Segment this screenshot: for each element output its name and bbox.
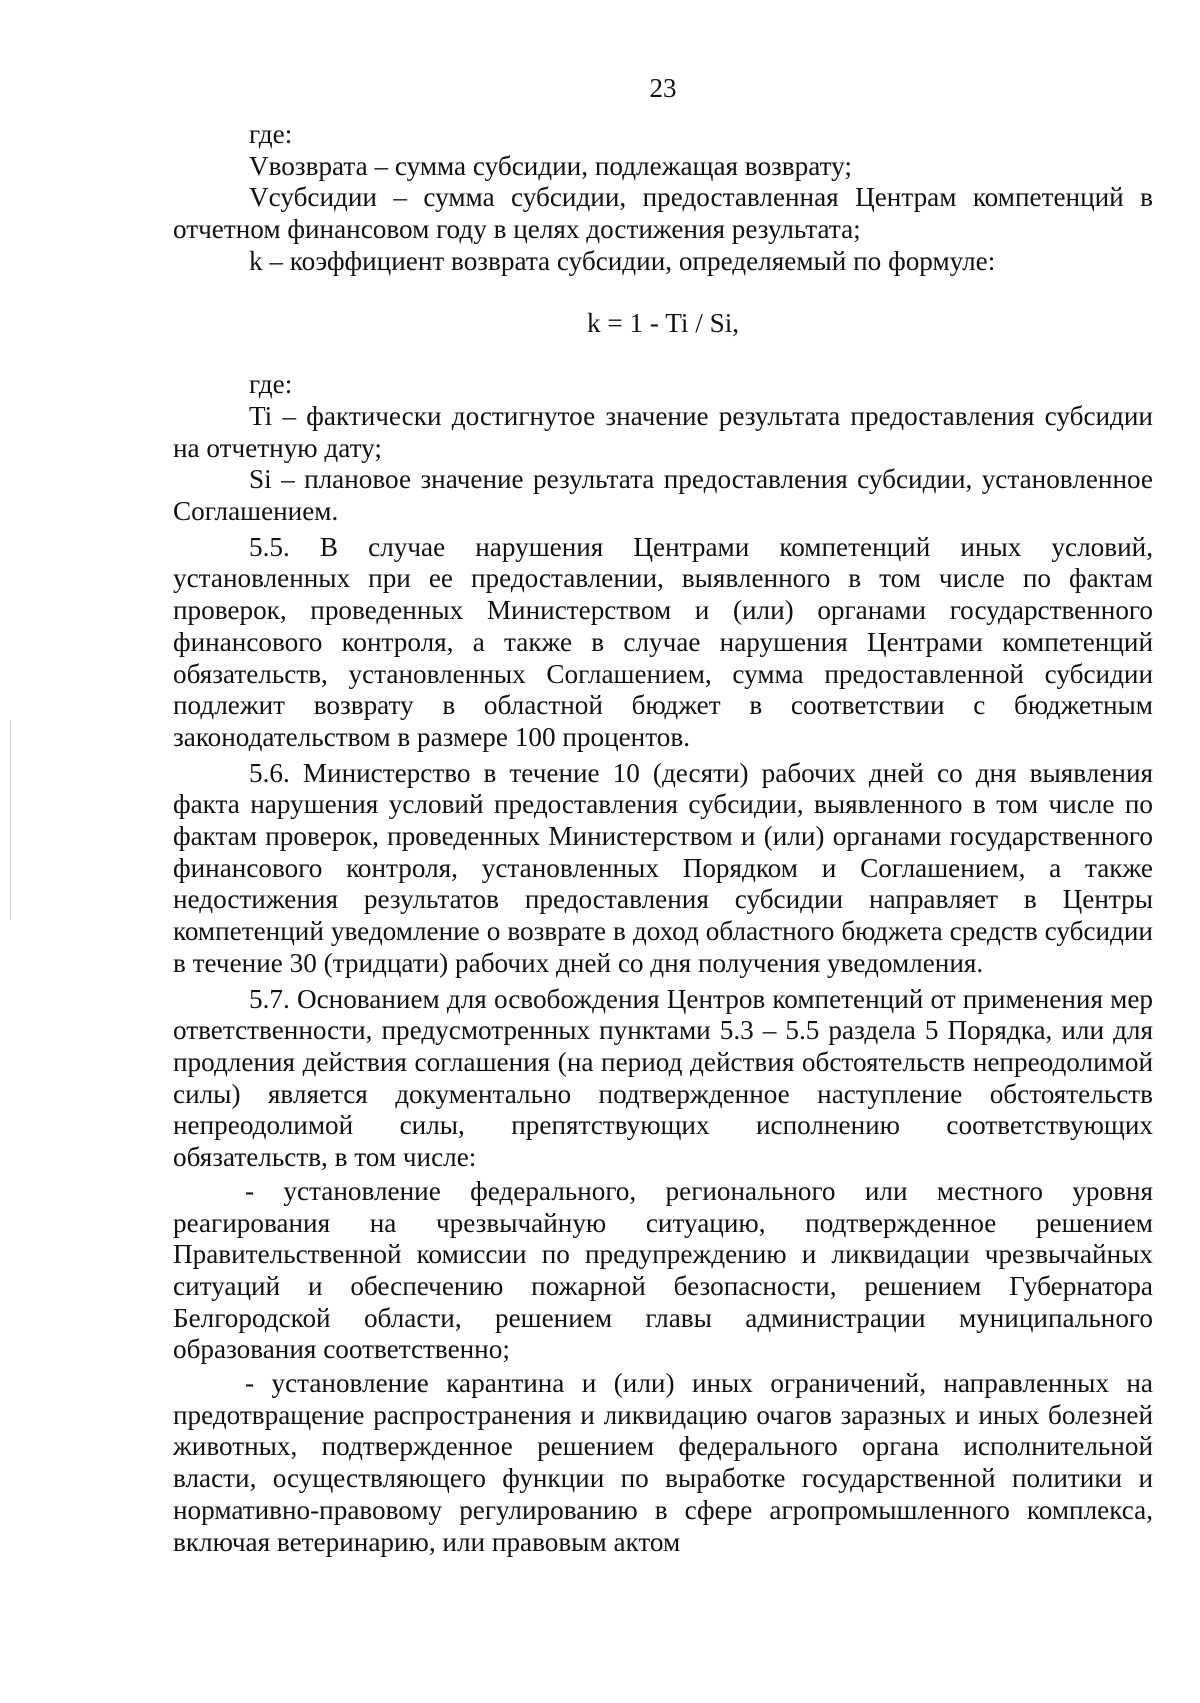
list-item-emergency: - установление федерального, регионального или местного уровня реагирования на чрезвычайную ситуацию, подтвержденное решением Правительственной комиссии по предупреждению и ликвидации чрезвычайных ситуаций и обеспечению пожарной безопасности, решением Губернатора Белгородской области, решением главы администрации муниципального образования соответственно;	[173, 1175, 1153, 1365]
definition-k: k – коэффициент возврата субсидии, определяемый по формуле:	[249, 245, 996, 276]
definition-ti: Ti – фактически достигнутое значение результата предоставления субсидии на отчетную дату;	[173, 400, 1153, 463]
definition-si: Si – плановое значение результата предоставления субсидии, установленное Соглашением.	[173, 464, 1153, 527]
definition-v-subsidy: Vсубсидии – сумма субсидии, предоставленная Центрам компетенций в отчетном финансовом году в целях достижения результата;	[173, 182, 1153, 245]
paragraph-5-7: 5.7. Основанием для освобождения Центров компетенций от применения мер ответственности, предусмотренных пунктами 5.3 – 5.5 раздела 5 Порядка, или для продления действия соглашения (на период действия обстоятельств непреодолимой силы) является документально подтвержденное наступление обстоятельств непреодолимой силы, препятствующих исполнению соответствующих обязательств, в том числе:	[173, 983, 1153, 1173]
scan-edge-line	[10, 720, 11, 920]
where-label-1: где:	[249, 119, 293, 149]
paragraph-5-6: 5.6. Министерство в течение 10 (десяти) рабочих дней со дня выявления факта нарушения условий предоставления субсидии, выявленного в том числе по фактам проверок, проведенных Министерством и (или) органами государственного финансового контроля, установленных Порядком и Соглашением, а также недостижения результатов предоставления субсидии направляет в Центры компетенций уведомление о возврате в доход областного бюджета средств субсидии в течение 30 (тридцати) рабочих дней со дня получения уведомления.	[173, 757, 1153, 978]
definition-v-return: Vвозврата – сумма субсидии, подлежащая возврату;	[249, 150, 852, 181]
list-item-quarantine: - установление карантина и (или) иных ограничений, направленных на предотвращение распространения и ликвидацию очагов заразных и иных болезней животных, подтвержденное решением федерального органа исполнительной власти, осуществляющего функции по выработке государственной политики и нормативно-правовому регулированию в сфере агропромышленного комплекса, включая ветеринарию, или правовым актом	[173, 1368, 1153, 1557]
page-number: 23	[649, 73, 677, 103]
paragraph-5-5: 5.5. В случае нарушения Центрами компетенций иных условий, установленных при ее предоставлении, выявленного в том числе по фактам проверок, проведенных Министерством и (или) органами государственного финансового контроля, а также в случае нарушения Центрами компетенций обязательств, установленных Соглашением, сумма предоставленной субсидии подлежит возврату в областной бюджет в соответствии с бюджетным законодательством в размере 100 процентов.	[173, 531, 1153, 752]
where-label-2: где:	[249, 369, 293, 400]
formula-k: k = 1 - Ti / Si,	[586, 307, 740, 338]
document-body	[173, 119, 1153, 1558]
